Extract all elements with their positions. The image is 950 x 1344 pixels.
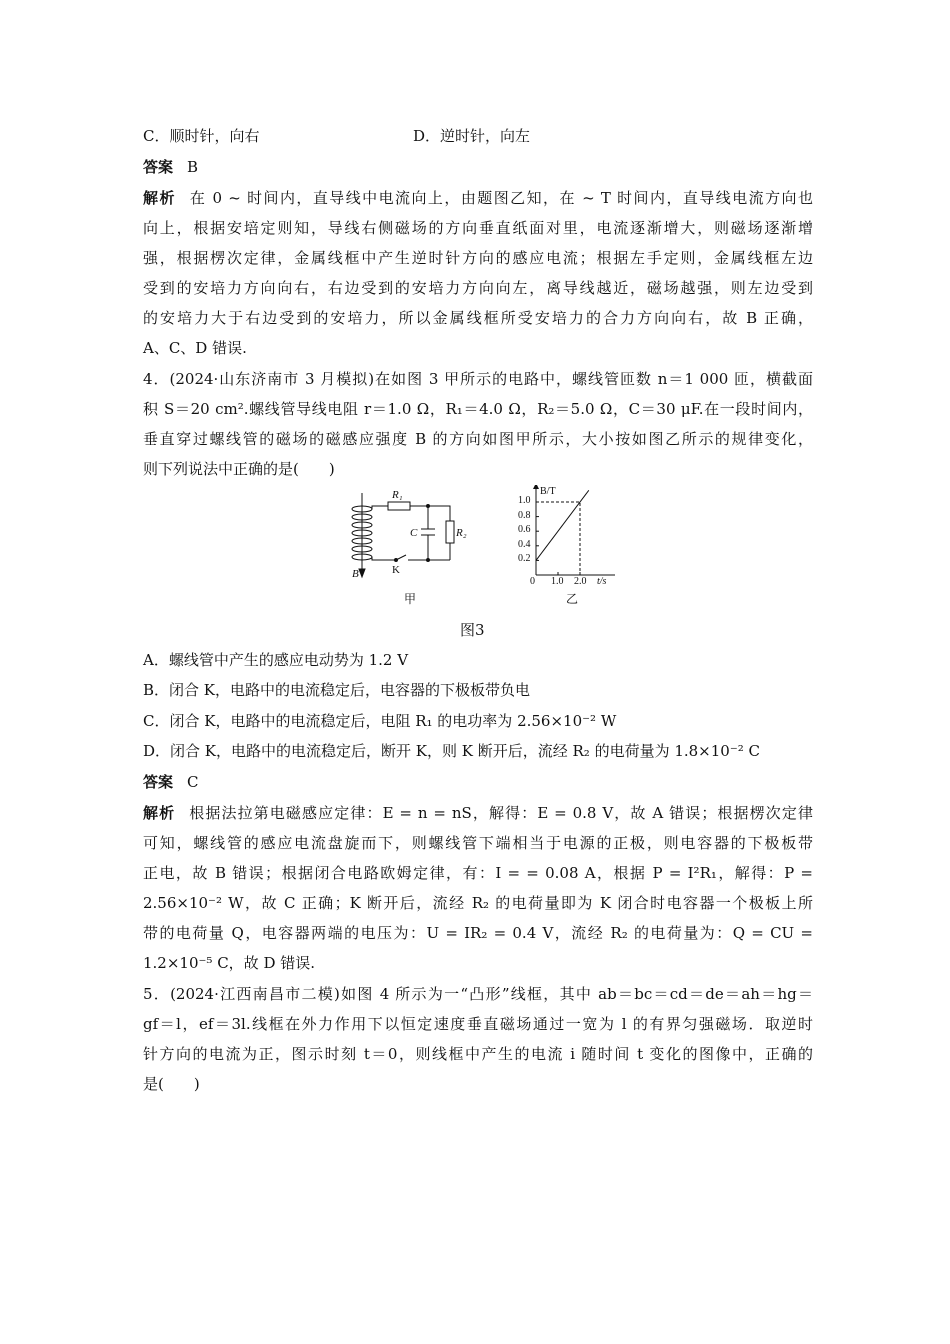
resistor-r1 [388, 502, 410, 510]
figure-3 [340, 485, 620, 610]
wire-bottom-left [372, 557, 396, 560]
switch-pivot [395, 559, 398, 562]
q4-analysis-line-5: 带的电荷量 Q，电容器两端的电压为：U = IR₂ = 0.4 V，流经 R₂ 的电荷量为：Q = CU = [143, 924, 813, 942]
figure-3-svg [340, 485, 620, 610]
origin-label: 0 [530, 576, 535, 587]
q3-analysis-line-6: A、C、D 错误. [143, 339, 247, 357]
q3-analysis-line-1 [143, 188, 813, 208]
node [427, 505, 430, 508]
b-t-line [536, 490, 589, 560]
q4-option-d: D．闭合 K，电路中的电流稳定后，断开 K，则 K 断开后，流经 R₂ 的电荷量为 1.8×10⁻² C [143, 742, 761, 760]
q4-analysis-line-4: 2.56×10⁻² W，故 C 正确；K 断开后，流经 R₂ 的电荷量即为 K 闭合时电容器一个极板上所 [143, 894, 813, 912]
q3-analysis-line-2: 向上，根据安培定则知，导线右侧磁场的方向垂直纸面对里，电流逐渐增大，则磁场逐渐增 [143, 219, 813, 237]
y-tick-label: 0.6 [518, 524, 531, 535]
y-tick-label: 0.2 [518, 553, 531, 564]
figure-3-caption: 图3 [460, 621, 485, 639]
q3-analysis-line-5: 的安培力大于右边受到的安培力，所以金属线框所受安培力的合力方向向右，故 B 正确， [143, 309, 813, 327]
circuit-caption: 甲 [404, 592, 417, 606]
capacitor-label: C [410, 527, 418, 539]
resistor-r2 [446, 521, 454, 543]
circuit-diagram [352, 493, 454, 577]
r2-label: R₂ [456, 527, 467, 539]
q4-analysis-line-2: 可知，螺线管的感应电流盘旋而下，则螺线管下端相当于电源的正极，则电容器的下极板带 [143, 834, 813, 852]
q3-answer-row [143, 157, 198, 177]
q4-analysis-line-3: 正电，故 B 错误；根据闭合电路欧姆定律，有：I = = 0.08 A，根据 P = I²R₁，解得：P = [143, 864, 813, 882]
switch-label: K [392, 564, 400, 576]
q3-option-d: D．逆时针，向左 [413, 127, 531, 145]
answer-value: B [187, 158, 199, 176]
q4-analysis-line-1 [143, 803, 813, 823]
q3-analysis-line-3: 强，根据楞次定律，金属线框中产生逆时针方向的感应电流；根据左手定则，金属线框左边 [143, 249, 813, 267]
q4-option-c: C．闭合 K，电路中的电流稳定后，电阻 R₁ 的电功率为 2.56×10⁻² W [143, 712, 617, 730]
graph-caption: 乙 [566, 592, 579, 606]
q4-stem-line-1: 4．(2024·山东济南市 3 月模拟)在如图 3 甲所示的电路中，螺线管匝数 n＝1 000 匝，横截面 [143, 370, 813, 388]
x-tick-label: 1.0 [551, 576, 564, 587]
b-arrow-head [359, 569, 365, 577]
answer-label: 答案 [143, 158, 174, 176]
x-axis-label: t/s [597, 576, 607, 587]
q5-stem-line-4: 是( ) [143, 1075, 200, 1093]
q4-answer-row [143, 772, 199, 792]
analysis-text: 根据法拉第电磁感应定律：E = n = nS，解得：E = 0.8 V，故 A 错误；根据楞次定律 [189, 804, 813, 822]
y-axis-arrow [533, 485, 539, 489]
y-tick-label: 0.8 [518, 510, 531, 521]
q5-stem-line-3: 针方向的电流为正，图示时刻 t＝0，则线框中产生的电流 i 随时间 t 变化的图像中，正确的 [143, 1045, 813, 1063]
answer-label: 答案 [143, 773, 174, 791]
y-tick-label: 1.0 [518, 495, 531, 506]
q3-option-c: C．顺时针，向右 [143, 127, 260, 145]
x-tick-label: 2.0 [574, 576, 587, 587]
wire-top-left [372, 506, 388, 509]
y-axis-label: B/T [540, 486, 556, 497]
q5-stem-line-1: 5．(2024·江西南昌市二模)如图 4 所示为一“凸形”线框，其中 ab＝bc＝cd＝de＝ah＝hg＝ [143, 985, 813, 1003]
q4-stem-line-2: 积 S＝20 cm².螺线管导线电阻 r＝1.0 Ω，R₁＝4.0 Ω，R₂＝5.0 Ω，C＝30 μF.在一段时间内， [143, 400, 813, 418]
analysis-label: 解析 [143, 189, 176, 207]
q3-analysis-line-4: 受到的安培力方向向右，右边受到的安培力方向向左，离导线越近，磁场越强，则左边受到 [143, 279, 813, 297]
node [427, 559, 430, 562]
graph [518, 485, 615, 587]
q5-stem-line-2: gf＝l，ef＝3l.线框在外力作用下以恒定速度垂直磁场通过一宽为 l 的有界匀强磁场．取逆时 [143, 1015, 813, 1033]
r1-label: R₁ [392, 489, 403, 501]
b-label: B [352, 568, 359, 580]
answer-value: C [187, 773, 199, 791]
q4-option-b: B．闭合 K，电路中的电流稳定后，电容器的下极板带负电 [143, 681, 530, 699]
dashed-guide [536, 502, 580, 575]
analysis-text: 在 0 ~ 时间内，直导线中电流向上，由题图乙知，在 ~ T 时间内，直导线电流方向也 [189, 189, 813, 207]
y-tick-label: 0.4 [518, 539, 531, 550]
q4-analysis-line-6: 1.2×10⁻⁵ C，故 D 错误. [143, 954, 316, 972]
q4-stem-line-3: 垂直穿过螺线管的磁场的磁感应强度 B 的方向如图甲所示，大小按如图乙所示的规律变化， [143, 430, 813, 448]
q4-option-a: A．螺线管中产生的感应电动势为 1.2 V [143, 651, 409, 669]
analysis-label: 解析 [143, 804, 176, 822]
q4-stem-line-4: 则下列说法中正确的是( ) [143, 460, 335, 478]
